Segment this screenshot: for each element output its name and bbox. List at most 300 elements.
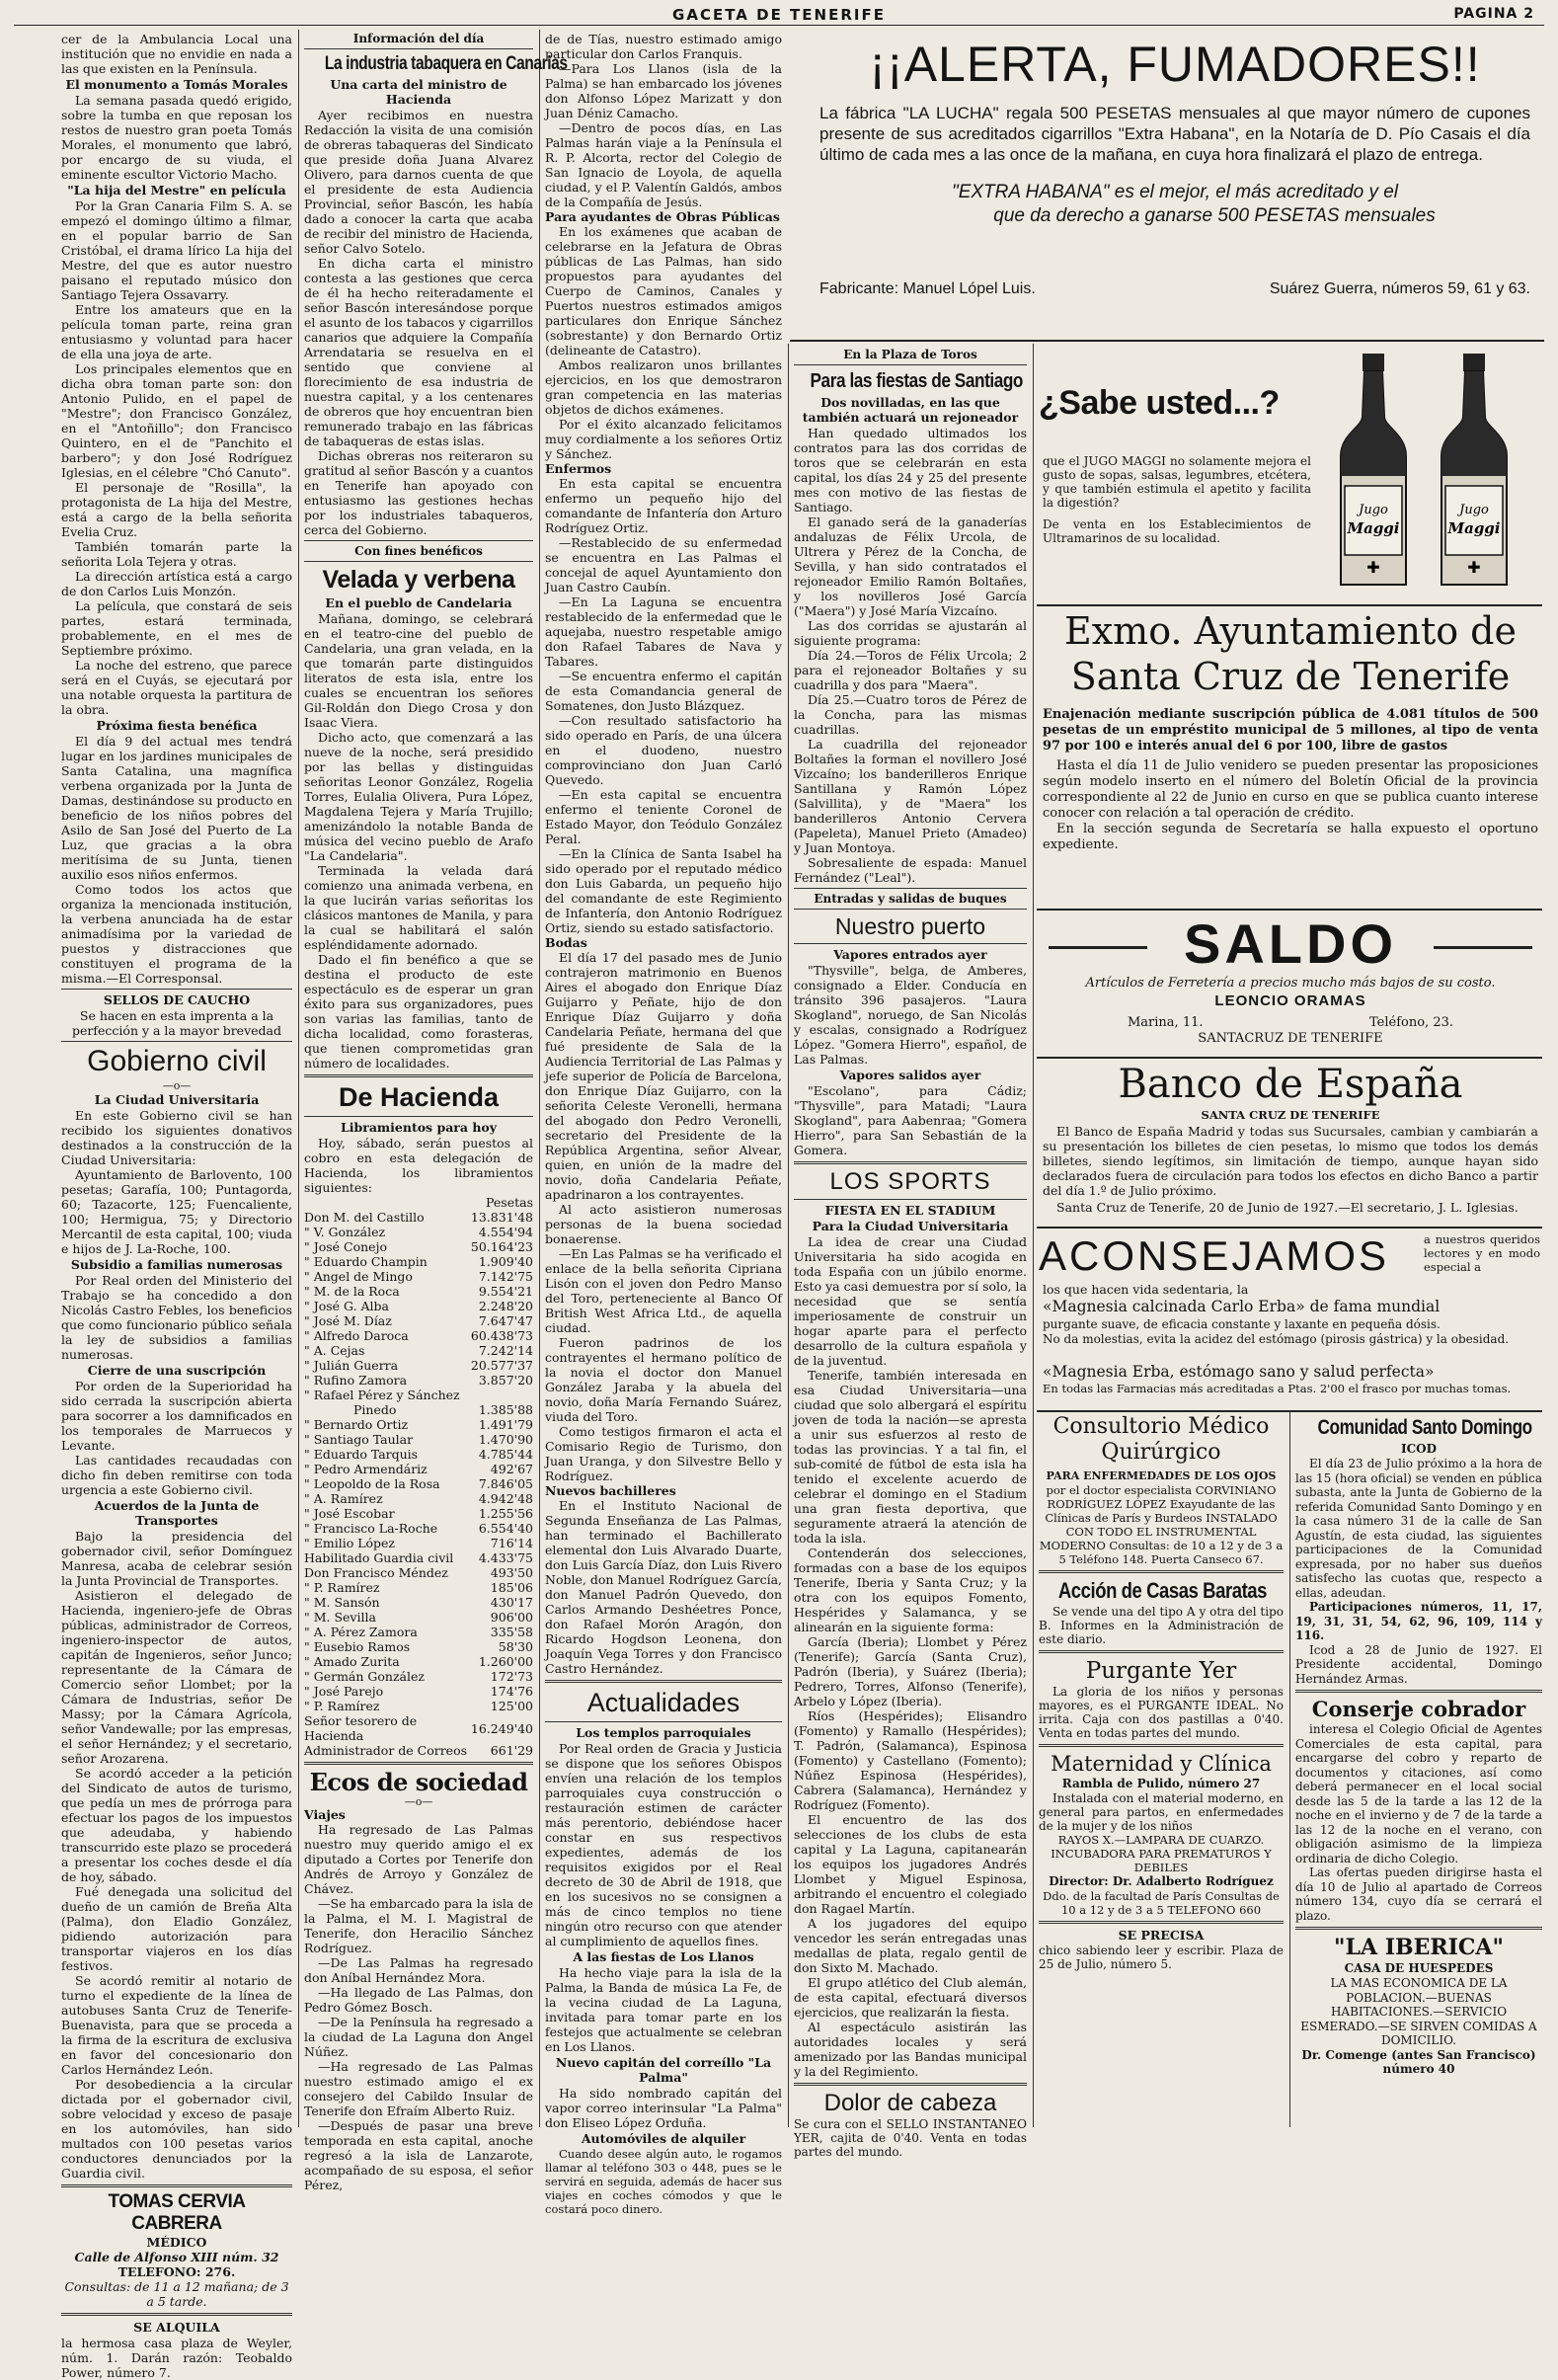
article-text: Ha regresado de Las Palmas nuestro muy querido amigo el ex diputado a Cortes por Tenerife don Andrés de Arroyo y González de Chávez. — [304, 1822, 533, 1896]
ad-maternidad-heading: Maternidad y Clínica — [1051, 1752, 1272, 1776]
payee-amount: 430'17 — [490, 1595, 533, 1610]
payee-name: " M. Sansón — [304, 1595, 380, 1610]
ad-alerta-maker: Fabricante: Manuel Lópel Luis. — [819, 280, 1036, 297]
article-text: Los principales elementos que en dicha obra toman parte son: don Antonio Pulido, en el papel de "Mestre"; don Francisco González, en el "Antoñillo"; don Francisco Quintero, en el de "Panchito el barbero"; y don José Rodríguez Iglesias, en el célebre "Chó Canuto". — [61, 361, 292, 480]
table-row — [304, 1506, 533, 1521]
column-rule — [539, 30, 540, 2127]
payee-name: " A. Cejas — [304, 1343, 365, 1358]
payee-name: " Amado Zurita — [304, 1654, 400, 1669]
article-text: —Se encuentra enfermo el capitán de esta Comandancia general de Somatenes, don Justo Blázquez. — [545, 669, 782, 713]
divider — [304, 48, 533, 49]
ad-consultorio-text: por el doctor especialista CORVINIANO RODRÍGUEZ LÓPEZ Exayudante de las Clínicas de París y Burdeos INSTALADO CON TODO EL INSTRUMENTAL MODERNO Consultas: de 10 a 12 y de 3 a 5 Teléfono 148. Puerta Canseco 67. — [1039, 1483, 1284, 1566]
ad-ayto-heading-1: Exmo. Ayuntamiento de — [1063, 609, 1517, 653]
article-text: Por orden de la Superioridad ha sido cerrada la suscripción abierta para socorrer a los damnificados en los temporales de Marruecos y Levante. — [61, 1379, 292, 1453]
ornament: —o— — [404, 1795, 433, 1808]
article-text: El día 17 del pasado mes de Junio contrajeron matrimonio en Buenos Aires el abogado don Enrique Díaz Guijarro y Peñate, hijo de don Enrique Díaz Guijarro y doña Candelaria Peñate, hermana del que fué presidente de Sala de la Audiencia Territorial de Las Palmas y jefe superior de Policía de Barcelona, don Enrique Díaz Guijarro, con la señorita Celeste Veronelli, hermana del abogado don Pedro Veronelli, secretario del Presidente de la República Argentina, señor Alvear, quien, en unión de la madre del novio, doña Candelaria Peñate, apadrinaron a los contrayentes. — [545, 950, 782, 1202]
article-text: La dirección artística está a cargo de don Carlos Luis Monzón. — [61, 569, 292, 598]
kicker: Información del día — [352, 32, 485, 45]
ad-maternidad-director: Director: Dr. Adalberto Rodríguez — [1049, 1874, 1274, 1888]
ad-saldo-city: SANTACRUZ DE TENERIFE — [1198, 1031, 1383, 1046]
payee-name: " José Conejo — [304, 1239, 387, 1254]
ad-purgante-heading: Purgante Yer — [1085, 1658, 1237, 1684]
ad-conserje-heading: Conserje cobrador — [1311, 1697, 1526, 1721]
article-text: —En Las Palmas se ha verificado el enlace de la bella señorita Cipriana Lisón con el joven don Pedro Manso del Toro, perteneciente al Banco Of British West Africa Ltd., de aquella ciudad. — [545, 1246, 782, 1335]
table-row — [304, 1654, 533, 1669]
payee-amount: 125'00 — [490, 1699, 533, 1713]
ad-saldo-headline: SALDO — [1184, 912, 1397, 975]
article-text: El grupo atlético del Club alemán, de esta capital, efectuará diversos ejercicios, que realizarán la fiesta. — [794, 1975, 1027, 2020]
ad-saldo-text: Artículos de Ferretería a precios mucho más bajos de su costo. — [1085, 976, 1496, 991]
ad-precisa-heading: SE PRECISA — [1118, 1928, 1205, 1943]
article-text: Se acordó acceder a la petición del Sindicato de autos de turismo, que pedía un mes de prórroga para efectuar los pagos de los impuestos que adeudaba, y habiendo transcurrido este plazo se procederá a presentar los coches desde el día de hoy, sábado. — [61, 1766, 292, 1884]
payee-name: " Rafael Pérez y Sánchez — [304, 1388, 460, 1402]
page-number: PAGINA 2 — [1453, 6, 1534, 22]
payee-amount: 3.857'20 — [478, 1373, 533, 1388]
payee-amount: 20.577'37 — [470, 1358, 533, 1373]
table-row — [304, 1536, 533, 1550]
divider — [1037, 1227, 1542, 1229]
payee-name: Pinedo — [353, 1402, 397, 1417]
divider — [304, 1116, 533, 1117]
divider — [1039, 1650, 1284, 1653]
subheading: Viajes — [304, 1807, 346, 1822]
ad-maternidad-text-2: RAYOS X.—LAMPARA DE CUARZO. INCUBADORA PARA PREMATUROS Y DEBILES — [1051, 1833, 1272, 1874]
cross-icon: ✚ — [1366, 558, 1380, 577]
ad-alerta-fumadores — [810, 34, 1540, 342]
subheading: A las fiestas de Los Llanos — [573, 1949, 754, 1964]
article-text: Se hacen en esta imprenta a la perfección y a la mayor brevedad — [72, 1008, 281, 1038]
table-row — [304, 1358, 533, 1373]
table-row — [304, 1417, 533, 1432]
subheading: Para ayudantes de Obras Públicas — [545, 209, 780, 224]
payee-name: " Bernardo Ortiz — [304, 1417, 409, 1432]
payee-name: " Angel de Mingo — [304, 1269, 413, 1284]
article-text: Sobresaliente de espada: Manuel Fernández ("Leal"). — [794, 855, 1027, 885]
ad-saldo-phone: Teléfono, 23. — [1369, 1015, 1453, 1030]
table-row — [304, 1476, 533, 1491]
article-text: Ríos (Hespérides); Elisandro (Fomento) y Ramallo (Hespérides); T. Padrón, (Salamanca), Espinosa (Fomento) y Castellano (Fomento); Núñez Espinosa (Hespérides), Cabrera (Salamanca), Hernández y Rodríguez (Fomento). — [794, 1708, 1027, 1812]
maggi-label-maggi: Maggi — [1347, 519, 1400, 537]
article-text: —En la Clínica de Santa Isabel ha sido operado por el reputado médico don Luis Gabarda, un pequeño hijo del comandante de este Regimiento de Infantería, don Antonio Rodríguez Ortiz, siendo su estado satisfactorio. — [545, 846, 782, 935]
headline-santiago: Para las fiestas de Santiago — [810, 370, 1024, 392]
table-row — [304, 1462, 533, 1476]
payee-amount: 335'58 — [490, 1625, 533, 1639]
ad-saldo-name: LEONCIO ORAMAS — [1214, 992, 1366, 1009]
article-text: El día 9 del actual mes tendrá lugar en los jardines municipales de Santa Catalina, una magnífica verbena organizada por la Junta de Damas, destinándose su producto en beneficio de los niños pobres del Asilo de San José del Puerto de La Luz, que gracias a la obra meritísima de su Junta, tienen auxilio esos niños enfermos. — [61, 734, 292, 882]
ad-ayto-text: Hasta el día 11 de Julio venidero se pueden presentar las proposiciones según modelo inserto en el número del Boletín Oficial de la provincia correspondiente al 22 de Junio en curso en que se publica cuanto interese conocer con relación a tal operación de crédito. — [1043, 758, 1538, 821]
payee-name: " A. Pérez Zamora — [304, 1625, 418, 1639]
table-row — [304, 1743, 533, 1758]
ad-acons-text: los que hacen vida sedentaria, la — [1043, 1282, 1249, 1297]
table-row — [304, 1580, 533, 1595]
article-text: Tenerife, también interesada en esa Ciudad Universitaria—una ciudad que solo albergará el espíritu joven de toda la nación—se apresta a unir sus esfuerzos al resto de todas las provincias. Y a tal fin, el sub-comité de fútbol de esta isla ha tenido el excelente acuerdo de celebrar el domingo en el Stadium una gran fiesta deportiva, que seguramente atraerá la atención de toda la isla. — [794, 1368, 1027, 1546]
payee-amount: 185'06 — [490, 1580, 533, 1595]
header-rule — [14, 25, 1544, 26]
ad-iberica-sub: CASA DE HUESPEDES — [1344, 1961, 1494, 1975]
article-text: Por desobediencia a la circular dictada por el gobernador civil, sobre velocidad y exceso de pasaje en los automóviles, han sido multados con 100 pesetas varios conductores denunciados por la Guardia civil. — [61, 2077, 292, 2181]
payee-amount: 1.385'88 — [478, 1402, 533, 1417]
payee-amount: 4.433'75 — [478, 1550, 533, 1565]
ad-consultorio-heading: Consultorio Médico Quirúrgico — [1052, 1414, 1270, 1465]
ad-conserje-text-2: Las ofertas pueden dirigirse hasta el día 10 de Julio al apartado de Correos número 134, cuyo día se cerrará el plazo. — [1295, 1865, 1542, 1923]
ad-banco-date: Santa Cruz de Tenerife, 20 de Junio de 1927.—El secretario, J. L. Iglesias. — [1056, 1200, 1519, 1215]
subheading: "La hija del Mestre" en película — [67, 183, 286, 198]
headline-velada: Velada y verbena — [322, 566, 515, 594]
maggi-label-jugo: Jugo — [1359, 503, 1388, 517]
table-row — [304, 1402, 533, 1417]
column-4 — [794, 348, 1027, 2159]
divider — [794, 888, 1027, 889]
payee-amount: 1.470'90 — [478, 1432, 533, 1447]
section-heading-actualidades: Actualidades — [586, 1688, 740, 1717]
payee-amount: 1.909'40 — [478, 1254, 533, 1269]
table-row — [304, 1210, 533, 1225]
ad-acons-side: a nuestros queridos lectores y en modo especial a — [1424, 1232, 1540, 1274]
subheading: SE ALQUILA — [133, 2320, 220, 2335]
ad-purgante-text: La gloria de los niños y personas mayores, es el PURGANTE IDEAL. No irrita. Caja con dos pastillas a 0'40. Venta en todas partes del mundo. — [1039, 1685, 1284, 1740]
divider — [1037, 909, 1542, 911]
divider — [794, 909, 1027, 910]
payee-name: " Eduardo Champin — [304, 1254, 428, 1269]
article-text: También tomarán parte la señorita Lola Tejera y otras. — [61, 539, 292, 569]
article-text: —De la Península ha regresado a la ciudad de La Laguna don Angel Núñez. — [304, 2015, 533, 2059]
subheading: Una carta del ministro de Hacienda — [330, 77, 507, 107]
article-text: Como todos los actos que organiza la mencionada institución, la verbena anunciada ha de estar animadísima por la variedad de puestos y distracciones que constituyen el programa de la misma.—El Corresponsal. — [61, 882, 292, 986]
payee-amount: 1.260'00 — [478, 1654, 533, 1669]
subheading: Enfermos — [545, 461, 612, 476]
divider — [1039, 1921, 1284, 1924]
article-text: En los exámenes que acaban de celebrarse en la Jefatura de Obras públicas de Las Palmas, han sido propuestos para ayudantes del Cuerpo de Caminos, Canales y Puertos nuestros estimados amigos particulares don Enrique Sánchez (sobrestante) y don Bernardo Ortiz (delineante de Catastro). — [545, 224, 782, 357]
article-text: Bajo la presidencia del gobernador civil, señor Domínguez Manresa, acaba de celebrar sesión la Junta Provincial de Transportes. — [61, 1529, 292, 1588]
article-text: Ayuntamiento de Barlovento, 100 pesetas; Garafía, 100; Puntagorda, 60; Tazacorte, 125; Fuencaliente, 100; Hermigua, 75; y Directorio Mercantil de esta capital, 100; viuda e hijos de J. La-Roche, 100. — [61, 1167, 292, 1256]
table-row — [304, 1299, 533, 1313]
payee-amount: 7.647'47 — [478, 1313, 533, 1328]
article-text: Al acto asistieron numerosas personas de la buena sociedad bonaerense. — [545, 1202, 782, 1246]
payee-name: " José M. Díaz — [304, 1313, 392, 1328]
subheading: Nuevos bachilleres — [545, 1483, 676, 1498]
article-text: Las cantidades recaudadas con dicho fin deben remitirse con toda urgencia a este Gobierno civil. — [61, 1453, 292, 1497]
article-text: —En esta capital se encuentra enfermo el teniente Coronel de Estado Mayor, don Teódulo González Peral. — [545, 787, 782, 846]
payee-amount: 493'50 — [490, 1565, 533, 1580]
table-row — [304, 1313, 533, 1328]
divider — [1037, 1057, 1542, 1059]
ad-ayuntamiento — [1039, 608, 1542, 907]
article-text: Día 25.—Cuatro toros de Pérez de la Concha, para las mismas cuadrillas. — [794, 692, 1027, 737]
subheading: Para la Ciudad Universitaria — [812, 1219, 1009, 1233]
column-6 — [1295, 1414, 1542, 2129]
divider — [1295, 1690, 1542, 1693]
article-text: La semana pasada quedó erigido, sobre la tumba en que reposan los restos de nuestro gran poeta Tomás Morales, el monumento que labró, por encargo de su viuda, el eminente escultor Victorio Macho. — [61, 93, 292, 182]
ornament-rule — [1049, 946, 1147, 949]
maggi-bottle-right — [1441, 354, 1507, 585]
article-text: cer de la Ambulancia Local una institución que no envidie en nada a las que existen en la Península. — [61, 32, 292, 76]
ad-banco — [1039, 1061, 1542, 1225]
article-text: A los jugadores del equipo vencedor les serán entregadas unas medallas de plata, regalo gentil de don Sixto M. Machado. — [794, 1916, 1027, 1975]
divider — [794, 2083, 1027, 2086]
subheading: El monumento a Tomás Morales — [65, 77, 288, 92]
article-text: El personaje de "Rosilla", la protagonista de La hija del Mestre, está a cargo de la bella señorita Evelia Cruz. — [61, 480, 292, 539]
column-rule — [1033, 344, 1034, 2127]
article-text: Por la Gran Canaria Film S. A. se empezó el domingo último a filmar, en el popular barrio de San Cristóbal, el drama lírico La hija del Mestre, del que es autor nuestro paisano el reputado músico don Santiago Tejera Ossavarry. — [61, 198, 292, 302]
ad-comunidad-sub: ICOD — [1400, 1442, 1438, 1456]
table-row — [304, 1639, 533, 1654]
payee-name: " M. de la Roca — [304, 1284, 400, 1299]
payee-amount: 7.846'05 — [478, 1476, 533, 1491]
payee-name: " Eusebio Ramos — [304, 1639, 411, 1654]
payee-amount — [471, 1388, 533, 1402]
table-row — [304, 1254, 533, 1269]
article-text: La idea de crear una Ciudad Universitaria ha sido acogida en toda España con un júbilo enorme. Esto ya casi demuestra por sí solo, la necesidad que se sentía imperiosamente de construir un hogar aparte para el perfecto desarrollo de la cultura española y de la juventud. — [794, 1234, 1027, 1368]
payee-amount: 1.255'56 — [478, 1506, 533, 1521]
payee-amount: 50.164'23 — [470, 1239, 533, 1254]
ad-comunidad-text-3: Icod a 28 de Junio de 1927. El Presidente accidental, Domingo Hernández Armas. — [1295, 1642, 1542, 1686]
ad-iberica-text: LA MAS ECONOMICA DE LA POBLACION.—BUENAS HABITACIONES.—SERVICIO ESMERADO.—SE SIRVEN COMIDAS A DOMICILIO. — [1300, 1976, 1537, 2047]
subheading: Los templos parroquiales — [576, 1725, 751, 1740]
payee-amount: 60.438'73 — [470, 1328, 533, 1343]
divider — [1295, 1927, 1542, 1930]
ad-cervia-heading: TOMAS CERVIA CABRERA — [108, 2191, 246, 2234]
subheading: Próxima fiesta benéfica — [96, 718, 258, 733]
payee-amount: 4.785'44 — [478, 1447, 533, 1462]
payee-name: Don M. del Castillo — [304, 1210, 425, 1225]
article-text: —Ha regresado de Las Palmas nuestro estimado amigo el ex consejero del Cabildo Insular de Tenerife don Efraím Alberto Ruiz. — [304, 2059, 533, 2118]
payee-name: " Pedro Armendáriz — [304, 1462, 428, 1476]
table-row — [304, 1373, 533, 1388]
column-rule — [1289, 1412, 1290, 2127]
table-row — [304, 1521, 533, 1536]
subheading: Dos novilladas, en las que también actuará un rejoneador — [802, 395, 1019, 425]
payee-name: " A. Ramírez — [304, 1491, 383, 1506]
table-row — [304, 1669, 533, 1684]
payee-amount: 492'67 — [490, 1462, 533, 1476]
table-row — [304, 1284, 533, 1299]
table-row — [304, 1388, 533, 1402]
table-row — [304, 1447, 533, 1462]
payee-name: Don Francisco Méndez — [304, 1565, 448, 1580]
headline-industria: La industria tabaquera en Canarias — [324, 53, 568, 74]
payee-amount: 58'30 — [498, 1639, 533, 1654]
payee-name: " José Parejo — [304, 1684, 384, 1699]
payee-name: " José G. Alba — [304, 1299, 390, 1313]
payee-amount: 7.142'75 — [478, 1269, 533, 1284]
maggi-label-jugo: Jugo — [1459, 503, 1489, 517]
subheading: FIESTA EN EL STADIUM — [824, 1203, 996, 1218]
payee-name: " M. Sevilla — [304, 1610, 376, 1625]
page-header — [0, 0, 1558, 26]
article-text: Dado el fin benéfico a que se destina el producto de este espectáculo es de esperar un gran éxito para sus organizadores, pues son varias las familias, tanto de dicha localidad, como forasteras, que tienen comprometidas gran número de localidades. — [304, 952, 533, 1071]
payee-amount: 661'29 — [490, 1743, 533, 1758]
payee-name: " Francisco La-Roche — [304, 1521, 438, 1536]
article-text: Fueron padrinos de los contrayentes el hermano político de la novia el doctor don Manuel González Jaraba y la abuela del novio, doña María Fernando Suárez, viuda del Toro. — [545, 1335, 782, 1424]
article-text: Asistieron el delegado de Hacienda, ingeniero-jefe de Obras públicas, administrador de Correos, ingeniero-inspector de autos, capitán de Ingenieros, señor Junco; representante de la Cámara de Comercio señor Llombet; por la Cámara de Industrias, señor De Massy; por la Cámara Agrícola, señor Vandewalle; por las empresas, el señor Hernández; y el secretario, señor Arozarena. — [61, 1588, 292, 1766]
ad-saldo — [1039, 912, 1542, 1055]
subheading: SELLOS DE CAUCHO — [103, 992, 251, 1007]
payee-name: " Julián Guerra — [304, 1358, 399, 1373]
article-text: —Se ha embarcado para la isla de la Palma, el M. I. Magistral de Tenerife, don Heracilio Sánchez Rodríguez. — [304, 1896, 533, 1955]
payee-name: " José Escobar — [304, 1506, 395, 1521]
section-heading-gobierno: Gobierno civil — [87, 1045, 267, 1077]
payee-name: " Germán González — [304, 1669, 425, 1684]
article-text: Como testigos firmaron el acta el Comisario Regio de Turismo, don Juan Uranga, y don Silvestre Bello y Rodríguez. — [545, 1424, 782, 1483]
article-text: Se acordó remitir al notario de turno el expediente de la línea de autobuses Santa Cruz de Tenerife-Buenavista, para que se proceda a la firma de la escritura de exclusiva en favor del concesionario don Carlos Hernández León. — [61, 1973, 292, 2077]
payee-amount: 9.554'21 — [478, 1284, 533, 1299]
payee-name: Señor tesorero de Hacienda — [304, 1713, 418, 1743]
payee-name: " Leopoldo de la Rosa — [304, 1476, 440, 1491]
divider — [304, 561, 533, 562]
ad-casas-heading: Acción de Casas Baratas — [1057, 1578, 1268, 1603]
ad-maggi-headline: ¿Sabe usted...? — [1039, 384, 1280, 422]
ad-acons-text-4: En todas las Farmacias más acreditadas a Ptas. 2'00 el frasco por muchas tomas. — [1043, 1382, 1512, 1395]
ad-maternidad-sub: Rambla de Pulido, número 27 — [1061, 1777, 1261, 1790]
payee-amount: 16.249'40 — [470, 1720, 533, 1736]
divider — [1037, 604, 1542, 606]
ad-ayto-bold: Enajenación mediante suscripción pública de 4.081 títulos de 500 pesetas de un empréstito municipal de 5 millones, al tipo de venta 97 por 100 e interés anual del 6 por 100, libre de gastos — [1043, 707, 1538, 754]
column-5 — [1039, 1414, 1284, 2129]
article-text: Han quedado ultimados los contratos para las dos corridas de toros que se celebrarán en esta capital, los días 24 y 25 del presente mes con motivo de las fiestas de Santiago. — [794, 426, 1027, 515]
ad-maggi — [1039, 348, 1542, 602]
subheading: La Ciudad Universitaria — [94, 1092, 260, 1107]
ad-dolor-heading: Dolor de cabeza — [823, 2090, 997, 2116]
column-3 — [545, 32, 782, 2216]
divider — [304, 540, 533, 541]
ad-comunidad-text-2: Participaciones números, 11, 17, 19, 31, 31, 54, 62, 96, 109, 114 y 116. — [1295, 1600, 1542, 1642]
divider — [794, 364, 1027, 365]
article-text: Día 24.—Toros de Félix Urcola; 2 para el rejoneador Boltañes y su cuadrilla y dos para "Maera". — [794, 648, 1027, 692]
article-text: El encuentro de las dos selecciones de los clubs de esta capital y La Laguna, capitanearán los equipos los jugadores Andrés Llombet y Miguel Espinosa, arbitrando el encuentro el colegiado don Ragael Martín. — [794, 1812, 1027, 1916]
table-row — [304, 1610, 533, 1625]
ad-maggi-text-2: De venta en los Establecimientos de Ultramarinos de su localidad. — [1043, 517, 1311, 545]
divider — [545, 1680, 782, 1683]
article-text: —En La Laguna se encuentra restablecido de la enfermedad que le aquejaba, nuestro respetable amigo don Rafael Tabares de Nava y Tabares. — [545, 595, 782, 669]
payee-name: " P. Ramírez — [304, 1580, 380, 1595]
ad-casas-text: Se vende una del tipo A y otra del tipo B. Informes en la Administración de este diario. — [1039, 1605, 1284, 1646]
ad-saldo-address: Marina, 11. — [1128, 1015, 1204, 1030]
newspaper-title: GACETA DE TENERIFE — [672, 6, 886, 24]
divider — [1039, 1570, 1284, 1573]
divider — [61, 2313, 292, 2316]
ad-comunidad-heading: Comunidad Santo Domingo — [1317, 1416, 1532, 1439]
ad-alerta-headline: ¡¡ALERTA, FUMADORES!! — [869, 37, 1481, 92]
payee-name: Habilitado Guardia civil — [304, 1550, 454, 1565]
article-text: —Con resultado satisfactorio ha sido operado en París, de una úlcera en el duodeno, nuestro comprovinciano don Juan Carló Quevedo. — [545, 713, 782, 787]
ad-ayto-heading-2: Santa Cruz de Tenerife — [1070, 655, 1511, 698]
ad-cervia-phone: TELEFONO: 276. — [117, 2264, 236, 2279]
table-row — [304, 1225, 533, 1239]
payee-name: " Alfredo Daroca — [304, 1328, 409, 1343]
column-1 — [61, 32, 292, 2380]
article-text: la hermosa casa plaza de Weyler, núm. 1. Darán razón: Teobaldo Power, número 7. — [61, 2336, 292, 2380]
ad-cervia-sub: MÉDICO — [146, 2235, 207, 2250]
payee-amount: 4.554'94 — [478, 1225, 533, 1239]
article-text: La cuadrilla del rejoneador Boltañes la forman el novillero José Vizcaíno; los banderilleros Enrique Santillana y Ramón López (Salvillita), y de "Maera" los banderilleros Antonio Cervera (Papeleta), Manuel Prieto (Amadeo) y Juan Montoya. — [794, 737, 1027, 855]
table-row — [304, 1432, 533, 1447]
ad-ayto-text-2: En la sección segunda de Secretaría se halla expuesto el oportuno expediente. — [1043, 822, 1538, 852]
article-text: Dicho acto, que comenzará a las nueve de la noche, será presidido por las bellas y distinguidas señoritas Leonor González, Rogelia Torres, Eulalia Olivera, Pura López, Magdalena Tejera y María Trujillo; amenizándolo la notable Banda de música del vecino pueblo de Arafo "La Candelaria". — [304, 730, 533, 863]
ad-iberica-heading: "LA IBERICA" — [1334, 1935, 1504, 1960]
article-text: Terminada la velada dará comienzo una animada verbena, en la que lucirán varias señoritas los clásicos mantones de Manila, y para la cual se habilitará el salón espléndidamente adornado. — [304, 863, 533, 952]
payee-amount: 174'76 — [490, 1684, 533, 1699]
payee-amount: 4.942'48 — [478, 1491, 533, 1506]
ad-maternidad-text: Instalada con el material moderno, en general para partos, en enfermedades de la mujer y de los niños — [1039, 1791, 1284, 1833]
divider — [1037, 1410, 1542, 1412]
article-text: Contenderán dos selecciones, formadas con a base de los equipos Tenerife, Iberia y Santa Cruz; y la otra con los equipos Fomento, Hespérides y Salamanca, y se alinearán en la siguiente forma: — [794, 1546, 1027, 1634]
ad-alerta-address: Suárez Guerra, números 59, 61 y 63. — [1269, 280, 1530, 297]
payee-name: " P. Ramírez — [304, 1699, 380, 1713]
payee-amount: 906'00 — [490, 1610, 533, 1625]
subheading: Nuevo capitán del correíllo "La Palma" — [555, 2055, 772, 2085]
payee-amount: 6.554'40 — [478, 1521, 533, 1536]
article-text: Ha hecho viaje para la isla de la Palma, la Banda de música La Fe, de la vecina ciudad de La Laguna, invitada para tomar parte en los festejos que actualmente se celebran en Los Llanos. — [545, 1965, 782, 2054]
table-row — [304, 1239, 533, 1254]
article-text: El ganado será de la ganaderías andaluzas de Félix Urcola, de Ultrera y Pérez de la Concha, de Sevilla, y han sido contratados el rejoneador Emilio Ramón Boltañes, y los novilleros José García ("Maera") y José María Vizcaíno. — [794, 515, 1027, 618]
article-text: Ha sido nombrado capitán del vapor correo interinsular "La Palma" don Eliseo López Orduña. — [545, 2086, 782, 2130]
section-heading-sports: LOS SPORTS — [829, 1168, 991, 1195]
divider — [1039, 1744, 1284, 1747]
ornament-rule — [1434, 946, 1532, 949]
divider — [61, 2184, 292, 2187]
ad-consultorio-sub: PARA ENFERMEDADES DE LOS OJOS — [1046, 1469, 1277, 1482]
article-text: Por el éxito alcanzado felicitamos muy cordialmente a los señores Ortiz y Sánchez. — [545, 417, 782, 461]
payee-amount: 172'73 — [490, 1669, 533, 1684]
ad-cervia-hours: Consultas: de 11 a 12 mañana; de 3 a 5 tarde. — [64, 2279, 289, 2309]
article-text: Al espectáculo asistirán las autoridades locales y será amenizado por las Bandas municipal y la del Regimiento. — [794, 2020, 1027, 2079]
article-text: —Dentro de pocos días, en Las Palmas harán viaje a la Península el R. P. Alcorta, rector del Colegio de San Ignacio de Loyola, de aquella ciudad, y el P. Valentín Galdós, ambos de la Compañía de Jesús. — [545, 120, 782, 209]
column-rule — [298, 30, 299, 2127]
ad-banco-heading: Banco de España — [1118, 1062, 1463, 1107]
table-row — [304, 1699, 533, 1713]
article-text: "Escolano", para Cádiz; "Thysville", para Matadi; "Laura Skogland", para Aabenraa; "Gomera Hierro", para San Sebastián de la Gomera. — [794, 1083, 1027, 1157]
table-row — [304, 1491, 533, 1506]
article-text: Fué denegada una solicitud del dueño de un camión de Breña Alta (Palma), don Eladio González, pidiendo autorización para transportar viajeros en los días festivos. — [61, 1884, 292, 1973]
article-text: Ambos realizaron unos brillantes ejercicios, en los que demostraron gran competencia en las materias objetos de dichos exámenes. — [545, 357, 782, 417]
article-text: Dichas obreras nos reiteraron su gratitud al señor Bascón y a cuantos en Tenerife han apoyado con entusiasmo las gestiones hechas por los industriales tabaqueros, cerca del Gobierno. — [304, 448, 533, 537]
divider — [794, 943, 1027, 944]
payee-name: " Santiago Taular — [304, 1432, 414, 1447]
divider — [61, 1041, 292, 1042]
subheading: Vapores salidos ayer — [839, 1068, 981, 1082]
article-text: La noche del estreno, que parece será en el Cuyás, se ejecutará por una notable orquesta la partitura de la obra. — [61, 658, 292, 717]
subheading: Acuerdos de la Junta de Transportes — [94, 1498, 260, 1528]
kicker: Con fines benéficos — [354, 544, 483, 558]
article-text: —De Las Palmas ha regresado don Aníbal Hernández Mora. — [304, 1955, 533, 1985]
column-header-pesetas: Pesetas — [486, 1195, 533, 1210]
article-text: —Restablecido de su enfermedad se encuentra en Las Palmas el concejal de aquel Ayuntamiento don Juan Castro Caubín. — [545, 535, 782, 595]
article-text: La película, que constará de seis partes, estará terminada, probablemente, en el mes de Septiembre próximo. — [61, 598, 292, 658]
table-row — [304, 1625, 533, 1639]
maggi-bottle-left — [1341, 354, 1406, 585]
ornament: —o— — [162, 1079, 192, 1092]
ad-comunidad-text: El día 23 de Julio próximo a la hora de las 15 (hora oficial) se venden en pública subasta, ante la Junta de Gobierno de la referida Comunidad Santo Domingo y en la casa número 31 de la calle de San Agustín, de esta ciudad, las siguientes participaciones de la Comunidad expresada, por no haber sus dueños satisfecho las cuotas que, respecto a ellas, adeudan. — [1295, 1457, 1542, 1600]
subheading: Libramientos para hoy — [340, 1120, 498, 1135]
table-row — [304, 1550, 533, 1565]
column-rule — [788, 344, 789, 2127]
divider — [794, 1161, 1027, 1164]
kicker: En la Plaza de Toros — [843, 348, 977, 361]
ad-banco-text: El Banco de España Madrid y todas sus Sucursales, cambian y cambiarán a su presentación los billetes de cien pesetas, lo mismo que todos los demás billetes, siendo legítimos, sin limitación de tiempo, aunque hayan sido declarados fuera de circulación para todos los efectos en dicho Banco a partir del día 1.º de Julio próximo. — [1043, 1124, 1538, 1198]
article-text: Por Real orden del Ministerio del Trabajo se ha concedido a don Nicolás Castro Febles, los beneficios que como funcionario público señala la ley de subsidios a familias numerosas. — [61, 1273, 292, 1362]
ad-iberica-address: Dr. Comenge (antes San Francisco) número 40 — [1301, 2047, 1536, 2076]
ad-conserje-text: interesa el Colegio Oficial de Agentes Comerciales de esta capital, para encargarse del cobro y reparto de documentos y citaciones, así como deberá permanecer en el local social desde las 5 de la tarde a las 12 de la noche en el invierno y de 7 de la tarde a las 12 de la noche en el verano, con obligación asimismo de la limpieza ordinaria de dicho Colegio. — [1295, 1722, 1542, 1865]
maggi-bottles-illustration — [1325, 348, 1542, 600]
article-text: —Ha llegado de Las Palmas, don Pedro Gómez Bosch. — [304, 1985, 533, 2015]
payee-amount: 7.242'14 — [478, 1343, 533, 1358]
payee-amount: 1.491'79 — [478, 1417, 533, 1432]
ad-alerta-text: La fábrica "LA LUCHA" regala 500 PESETAS mensuales al que mayor número de cupones presente de sus acreditados cigarrillos "Extra Habana", en la Notaría de D. Pío Casais el día último de cada mes a las once de la mañana, en cuya hora finalizará el plazo de entrega. — [819, 104, 1530, 164]
article-text: Hoy, sábado, serán puestos al cobro en esta delegación de Hacienda, los libramientos siguientes: — [304, 1136, 533, 1195]
ad-acons-magnesia-2: «Magnesia Erba, estómago sano y salud perfecta» — [1043, 1363, 1435, 1381]
article-text: —Después de pasar una breve temporada en esta capital, anoche regresó a la isla de Lanzarote, acompañado de su esposa, el señor Pérez, — [304, 2118, 533, 2192]
subheading: Cierre de una suscripción — [87, 1363, 267, 1378]
